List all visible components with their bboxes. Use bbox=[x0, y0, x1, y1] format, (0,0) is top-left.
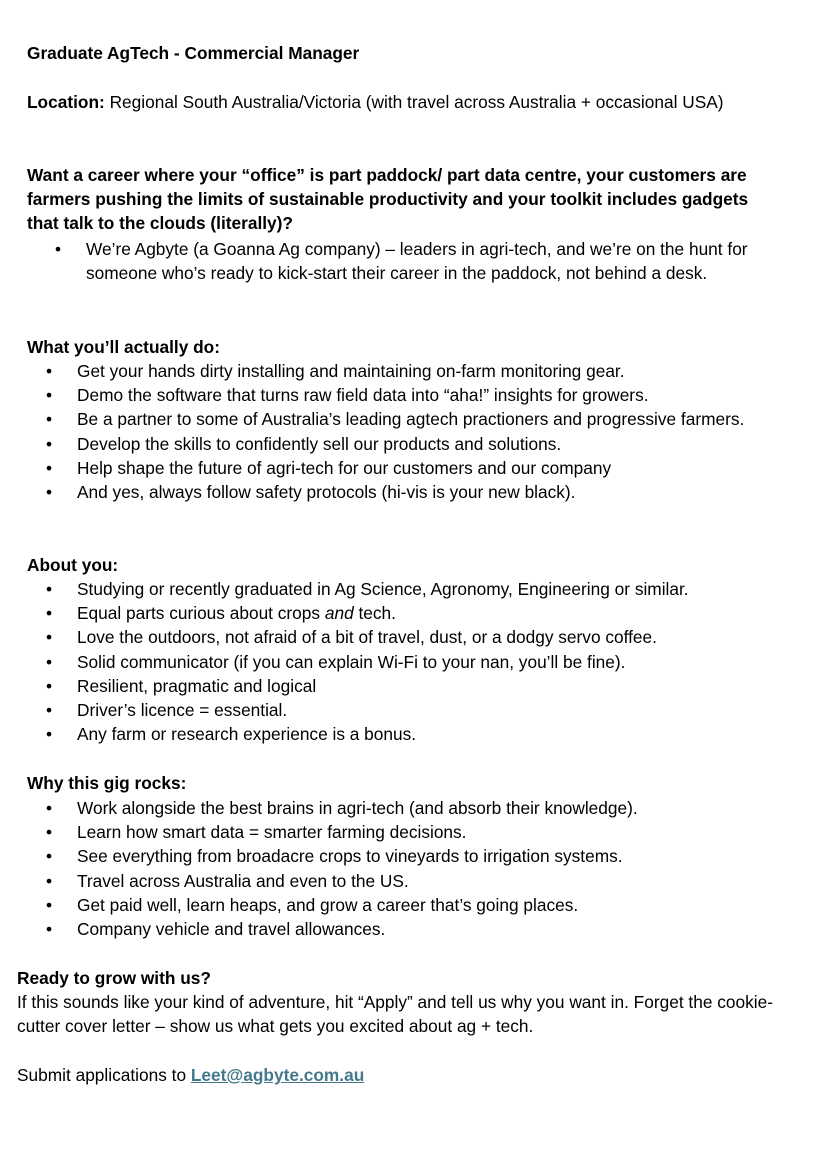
what-you-do-heading: What you’ll actually do: bbox=[27, 337, 220, 357]
bullet-icon: • bbox=[46, 482, 53, 503]
bullet-icon: • bbox=[46, 724, 53, 745]
list-item: • And yes, always follow safety protocols (hi-vis is your new black). bbox=[77, 480, 757, 504]
location-label: Location: bbox=[27, 92, 105, 112]
list-item: • Be a partner to some of Australia’s leading agtech practioners and progressive farmers. bbox=[77, 407, 757, 431]
list-item: • Driver’s licence = essential. bbox=[77, 698, 757, 722]
list-item: • Resilient, pragmatic and logical bbox=[77, 674, 757, 698]
location-value: Regional South Australia/Victoria (with travel across Australia + occasional USA) bbox=[104, 92, 724, 112]
list-item: • Any farm or research experience is a bonus. bbox=[77, 722, 757, 746]
list-item: • Get your hands dirty installing and maintaining on-farm monitoring gear. bbox=[77, 359, 757, 383]
list-item: • Develop the skills to confidently sell our products and solutions. bbox=[77, 432, 757, 456]
job-title: Graduate AgTech - Commercial Manager bbox=[27, 43, 360, 63]
about-you-heading: About you: bbox=[27, 555, 119, 575]
list-item: • Help shape the future of agri-tech for our customers and our company bbox=[77, 456, 757, 480]
submit-line bbox=[17, 1063, 364, 1087]
cta-heading: Ready to grow with us? bbox=[17, 968, 211, 988]
about-you-list bbox=[46, 577, 757, 746]
list-item: • Studying or recently graduated in Ag Science, Agronomy, Engineering or similar. bbox=[77, 577, 757, 601]
list-item: • Love the outdoors, not afraid of a bit of travel, dust, or a dodgy servo coffee. bbox=[77, 625, 757, 649]
bullet-icon: • bbox=[55, 239, 62, 259]
why-rocks-heading: Why this gig rocks: bbox=[27, 773, 187, 793]
bullet-icon: • bbox=[46, 822, 53, 843]
email-link[interactable]: Leet@agbyte.com.au bbox=[190, 1065, 365, 1085]
emphasis-text: and bbox=[324, 603, 354, 624]
list-item: • Equal parts curious about crops and tech. bbox=[77, 601, 757, 625]
list-item: • Company vehicle and travel allowances. bbox=[77, 917, 757, 941]
bullet-icon: • bbox=[46, 651, 53, 672]
list-item: • We’re Agbyte (a Goanna Ag company) – leaders in agri-tech, and we’re on the hunt for someone who’s ready to kick-start their career in the paddock, not behind a desk. bbox=[55, 239, 748, 284]
bullet-icon: • bbox=[46, 675, 53, 696]
submit-prefix: Submit applications to bbox=[17, 1065, 191, 1085]
list-item: • Get paid well, learn heaps, and grow a career that’s going places. bbox=[77, 893, 757, 917]
list-item: • Learn how smart data = smarter farming decisions. bbox=[77, 820, 757, 844]
location-line bbox=[27, 90, 802, 114]
why-rocks-list bbox=[46, 796, 757, 941]
bullet-icon: • bbox=[46, 579, 53, 599]
list-item: • Solid communicator (if you can explain Wi-Fi to your nan, you’ll be fine). bbox=[77, 650, 757, 674]
bullet-icon: • bbox=[46, 846, 53, 867]
bullet-icon: • bbox=[46, 433, 53, 454]
intro-question: Want a career where your “office” is part paddock/ part data centre, your customers are farmers pushing the limits of sustainable productivity and your toolkit includes gadgets that talk to the clouds (literally)? bbox=[27, 165, 749, 234]
bullet-icon: • bbox=[46, 894, 53, 915]
list-item: • See everything from broadacre crops to vineyards to irrigation systems. bbox=[77, 844, 757, 868]
bullet-icon: • bbox=[46, 385, 53, 406]
bullet-icon: • bbox=[46, 798, 53, 818]
what-you-do-list bbox=[46, 359, 757, 504]
bullet-icon: • bbox=[46, 627, 53, 648]
bullet-icon: • bbox=[46, 457, 53, 478]
list-item: • Demo the software that turns raw field data into “aha!” insights for growers. bbox=[77, 383, 757, 407]
bullet-icon: • bbox=[46, 603, 53, 624]
cta-text: If this sounds like your kind of adventure, hit “Apply” and tell us why you want in. Forget the cookie-cutter cover letter – show us what gets you excited about ag + tech. bbox=[17, 992, 773, 1037]
bullet-icon: • bbox=[46, 409, 53, 430]
bullet-icon: • bbox=[46, 700, 53, 721]
bullet-icon: • bbox=[46, 919, 53, 940]
bullet-icon: • bbox=[46, 870, 53, 891]
bullet-icon: • bbox=[46, 361, 53, 381]
intro-list bbox=[55, 237, 756, 285]
list-item: • Travel across Australia and even to the US. bbox=[77, 869, 757, 893]
list-item: • Work alongside the best brains in agri-tech (and absorb their knowledge). bbox=[77, 796, 757, 820]
